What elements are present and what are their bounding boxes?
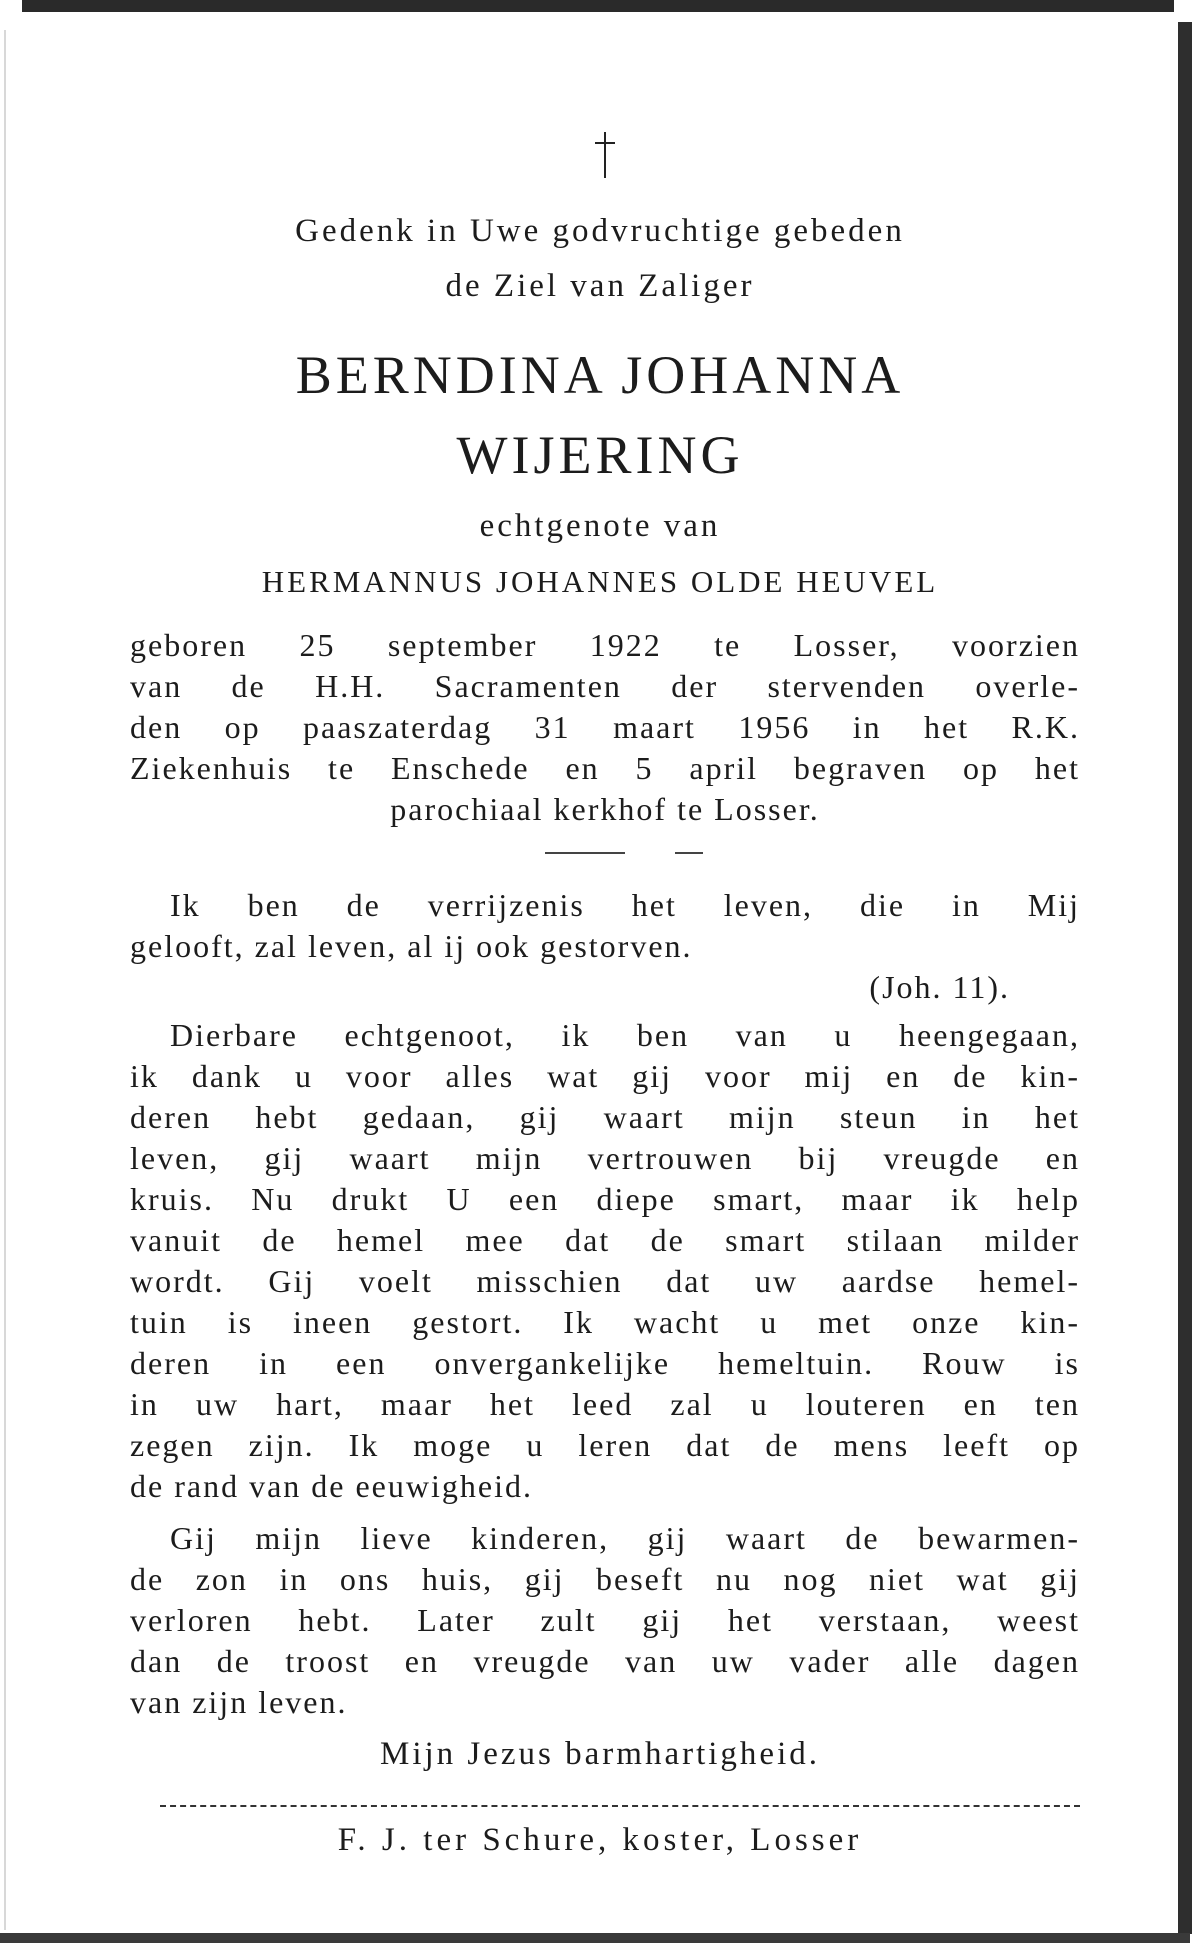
deceased-name-first: BERNDINA JOHANNA — [295, 345, 905, 405]
text-line: deren in een onvergankelijke hemeltuin. Rouw is — [130, 1345, 1080, 1381]
farewell-children-paragraph — [130, 1518, 1080, 1723]
text-line: wordt. Gij voelt misschien dat uw aardse hemel- — [130, 1263, 1080, 1299]
text-line: geboren 25 september 1922 te Losser, voorzien — [130, 627, 1080, 663]
printer-credit: F. J. ter Schure, koster, Losser — [337, 1822, 863, 1858]
text-line: Ik ben de verrijzenis het leven, die in Mij — [170, 887, 1080, 923]
text-line: tuin is ineen gestort. Ik wacht u met onze kin- — [130, 1304, 1080, 1340]
text-line: gelooft, zal leven, al ij ook gestorven. — [130, 928, 693, 964]
text-line: kruis. Nu drukt U een diepe smart, maar ik help — [130, 1181, 1080, 1217]
text-line: parochiaal kerkhof te Losser. — [390, 791, 820, 827]
card-border-right — [1178, 22, 1192, 1934]
cross-icon — [593, 132, 617, 178]
text-line: Gij mijn lieve kinderen, gij waart de bewarmen- — [170, 1520, 1080, 1556]
separator-dash — [545, 852, 625, 854]
text-line: de zon in ons huis, gij beseft nu nog niet wat gij — [130, 1561, 1080, 1597]
dashed-rule — [160, 1805, 1080, 1807]
card-border-bottom — [0, 1933, 1190, 1943]
farewell-spouse-paragraph — [130, 1015, 1080, 1507]
text-line: van zijn leven. — [130, 1684, 348, 1720]
text-line: in uw hart, maar het leed zal u louteren en ten — [130, 1386, 1080, 1422]
deceased-name-last: WIJERING — [456, 425, 744, 485]
text-line: van de H.H. Sacramenten der stervenden overle- — [130, 668, 1080, 704]
card-border-top — [22, 0, 1174, 12]
text-line: deren hebt gedaan, gij waart mijn steun in het — [130, 1099, 1080, 1135]
card-border-left — [4, 30, 6, 1930]
text-line: dan de troost en vreugde van uw vader alle dagen — [130, 1643, 1080, 1679]
spouse-intro: echtgenote van — [479, 508, 721, 544]
text-line: zegen zijn. Ik moge u leren dat de mens leeft op — [130, 1427, 1080, 1463]
text-line: verloren hebt. Later zult gij het verstaan, weest — [130, 1602, 1080, 1638]
spouse-name: HERMANNUS JOHANNES OLDE HEUVEL — [261, 564, 939, 599]
intro-line-1: Gedenk in Uwe godvruchtige gebeden — [295, 213, 905, 249]
text-line: den op paaszaterdag 31 maart 1956 in het R.K. — [130, 709, 1080, 745]
scripture-quote — [130, 885, 1080, 1008]
text-line: leven, gij waart mijn vertrouwen bij vreugde en — [130, 1140, 1080, 1176]
text-line: de rand van de eeuwigheid. — [130, 1468, 533, 1504]
text-line: (Joh. 11). — [869, 969, 1010, 1005]
text-line: ik dank u voor alles wat gij voor mij en de kin- — [130, 1058, 1080, 1094]
text-line: vanuit de hemel mee dat de smart stilaan milder — [130, 1222, 1080, 1258]
text-line: Ziekenhuis te Enschede en 5 april begraven op het — [130, 750, 1080, 786]
text-line: Dierbare echtgenoot, ik ben van u heengegaan, — [170, 1017, 1080, 1053]
closing-prayer: Mijn Jezus barmhartigheid. — [379, 1736, 820, 1772]
bio-paragraph — [130, 625, 1080, 830]
separator-dash — [675, 852, 703, 854]
intro-line-2: de Ziel van Zaliger — [445, 268, 755, 304]
